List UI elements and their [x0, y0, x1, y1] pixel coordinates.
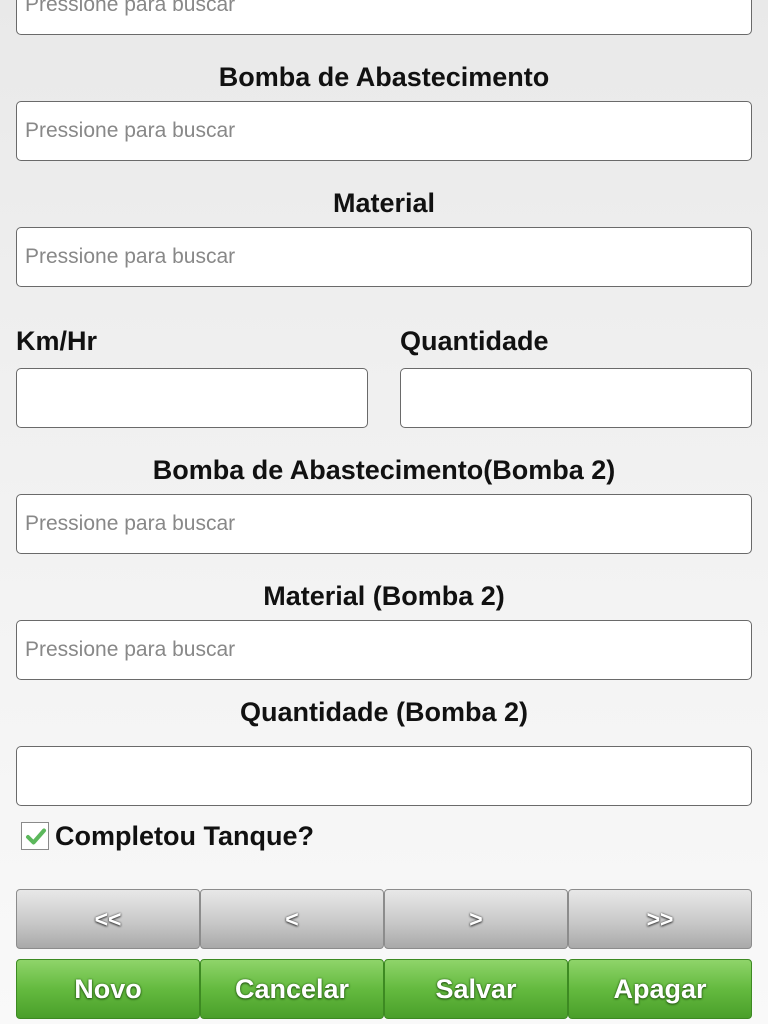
apagar-button[interactable] — [568, 959, 752, 1019]
cancelar-label: Cancelar — [234, 973, 350, 1004]
completou-tanque-label: Completou Tanque? — [55, 821, 314, 851]
km-hr-input[interactable] — [16, 368, 368, 428]
first-record-button[interactable] — [16, 889, 200, 949]
top-search-field[interactable] — [16, 0, 752, 35]
quantidade2-input[interactable] — [16, 746, 752, 806]
salvar-label: Salvar — [435, 973, 517, 1004]
check-icon — [25, 826, 47, 848]
last-record-button[interactable] — [568, 889, 752, 949]
apagar-label: Apagar — [613, 973, 707, 1004]
novo-button[interactable] — [16, 959, 200, 1019]
material2-label: Material (Bomba 2) — [263, 581, 505, 611]
next-record-button[interactable] — [384, 889, 568, 949]
bomba2-search-field[interactable] — [16, 494, 752, 554]
salvar-button[interactable] — [384, 959, 568, 1019]
bomba-label: Bomba de Abastecimento — [218, 62, 550, 92]
prev-record-button[interactable] — [200, 889, 384, 949]
first-label: << — [94, 905, 122, 932]
prev-label: < — [285, 905, 299, 932]
quantidade-input[interactable] — [400, 368, 752, 428]
novo-label: Novo — [74, 973, 142, 1004]
material-search-field[interactable] — [16, 227, 752, 287]
cancelar-button[interactable] — [200, 959, 384, 1019]
completou-tanque-checkbox[interactable] — [21, 822, 49, 850]
material-label: Material — [332, 188, 436, 218]
km-hr-label: Km/Hr — [16, 326, 98, 356]
quantidade-label: Quantidade — [400, 326, 549, 356]
next-label: > — [469, 905, 483, 932]
bomba2-label: Bomba de Abastecimento(Bomba 2) — [152, 455, 616, 485]
material2-search-field[interactable] — [16, 620, 752, 680]
bomba-search-field[interactable] — [16, 101, 752, 161]
quantidade2-label: Quantidade (Bomba 2) — [239, 697, 529, 727]
last-label: >> — [646, 905, 674, 932]
